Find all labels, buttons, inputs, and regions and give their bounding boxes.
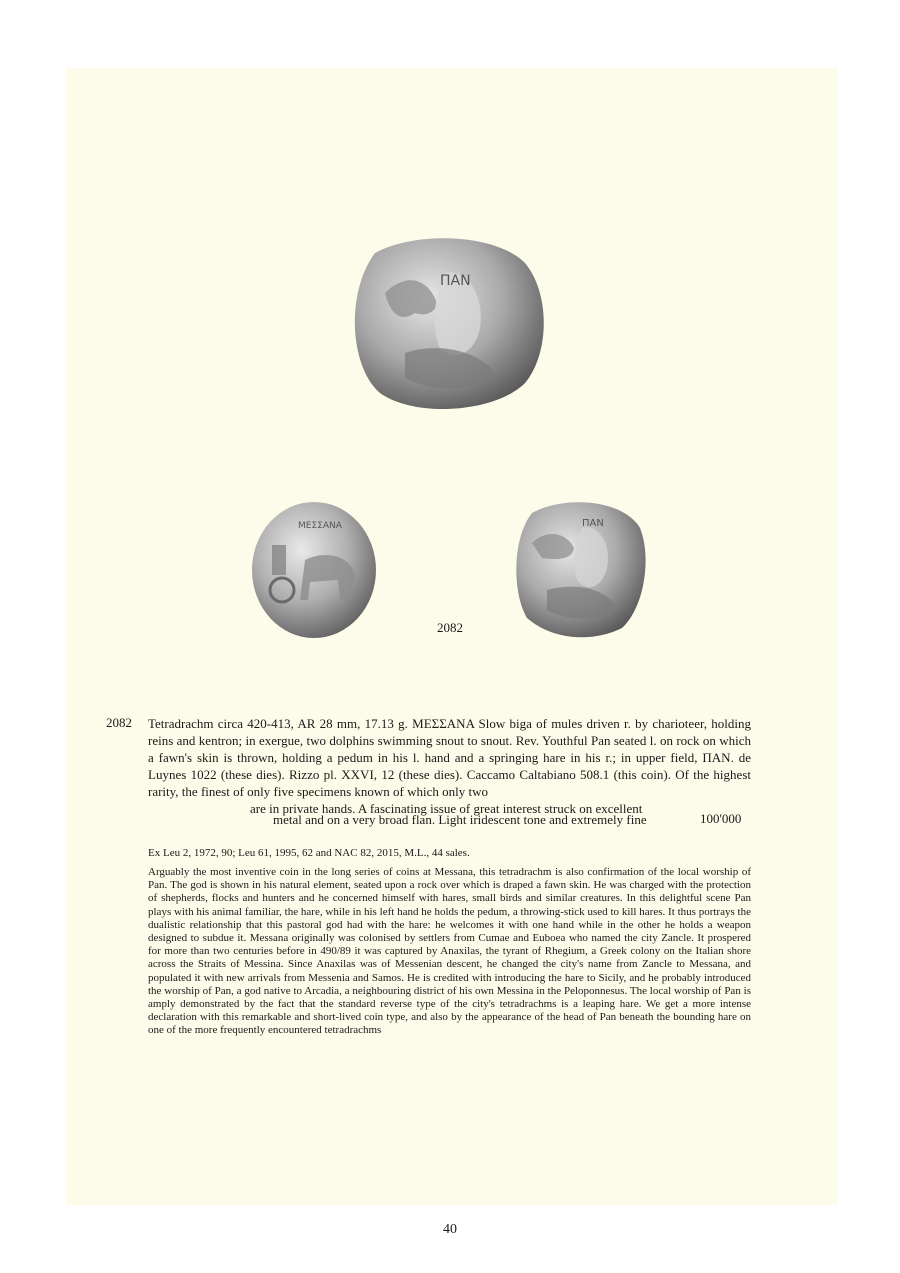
lot-estimate: 100'000 bbox=[700, 811, 742, 826]
lot-description-line: are in private hands. A fascinating issue of great interest struck on excellent bbox=[250, 801, 643, 816]
lot-provenance: Ex Leu 2, 1972, 90; Leu 61, 1995, 62 and NAC 82, 2015, M.L., 44 sales. bbox=[148, 847, 470, 859]
lot-number: 2082 bbox=[106, 715, 132, 730]
lot-description-line: metal and on a very broad flan. Light iridescent tone and extremely fine bbox=[273, 812, 647, 827]
page-number: 40 bbox=[443, 1222, 457, 1237]
coin-legend: ΜΕΣΣΑΝΑ bbox=[298, 521, 342, 531]
coin-legend: ΠΑΝ bbox=[582, 518, 604, 529]
coin-reverse-enlarged bbox=[345, 233, 550, 415]
lot-description: Tetradrachm circa 420-413, AR 28 mm, 17.13 g. ΜΕΣΣΑΝΑ Slow biga of mules driven r. by charioteer, holding reins and kentron; in exergue, two dolphins swimming snout to snout. Rev. Youthful Pan seated l. on rock on which a fawn's skin is thrown, holding a pedum in his l. hand and a springing hare in his r.; in upper field, ΠΑΝ. de Luynes 1022 (these dies). Rizzo pl. XXVI, 12 (these dies). Caccamo Caltabiano 508.1 (this coin). Of the highest rarity, the finest of only five specimens known of which only two bbox=[148, 716, 751, 799]
coin-reverse bbox=[512, 498, 648, 640]
lot-commentary: Arguably the most inventive coin in the long series of coins at Messana, this tetradrachm is also confirmation of the local worship of Pan. The god is shown in his natural element, seated upon a rock over which is draped a fawn skin. He was charged with the protection of shepherds, flocks and hunters and he concerned himself with hares, small birds and similar creatures. In this delightful scene Pan plays with his animal familiar, the hare, while in his left hand he holds the pedum, a throwing-stick used to kill hares. It thus portrays the dualistic relationship that this pastoral god had with the hare: he welcomes it with one hand while in the other he holds a weapon designed to subdue it. Messana originally was colonised by settlers from Cumae and Euboea who named the city Zancle. It prospered for more than two centuries before in 490/89 it was captured by Anaxilas, the tyrant of Rhegium, a Greek colony on the Italian shore across the Straits of Messina. Since Anaxilas was of Messenian descent, he changed the city's name from Zancle to Messana, and populated it with new arrivals from Messenia and Samos. He is credited with introducing the hare to Sicily, and he probably introduced the worship of Pan, a god native to Arcadia, a neighbouring district of his own Messina in the Peloponnesus. The local worship of Pan is amply demonstrated by the fact that the standard reverse type of the city's tetradrachms is a leaping hare. We get a more intense declaration with this remarkable and short-lived coin type, and also by the appearance of the head of Pan beneath the bounding hare on one of the more frequently encountered tetradrachms bbox=[148, 866, 751, 1037]
lot-caption: 2082 bbox=[437, 620, 463, 635]
coin-legend: ΠΑΝ bbox=[440, 273, 471, 289]
coin-obverse bbox=[250, 500, 378, 640]
